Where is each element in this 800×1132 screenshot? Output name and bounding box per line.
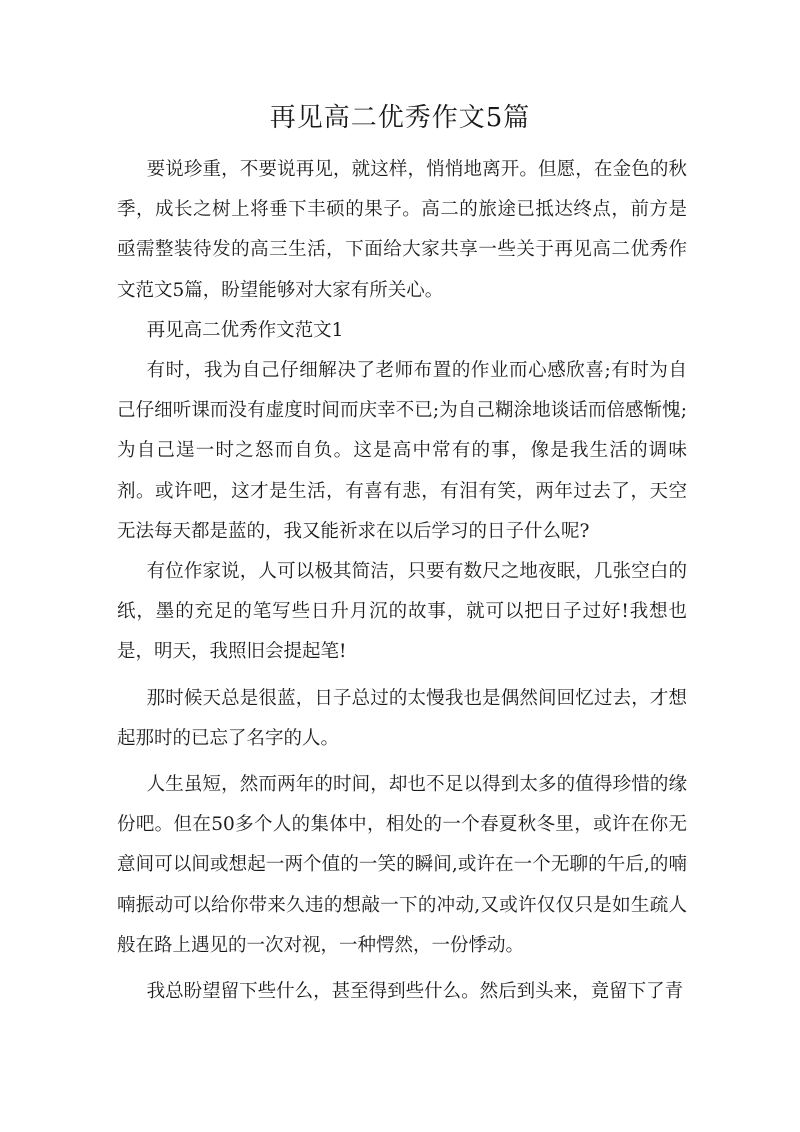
intro-paragraph: 要说珍重，不要说再见，就这样，悄悄地离开。但愿，在金色的秋季，成长之树上将垂下丰硕的果子。高二的旅途已抵达终点，前方是亟需整装待发的高三生活，下面给大家共享一些关于再见高二优秀作文范文5篇，盼望能够对大家有所关心。 [117, 159, 687, 301]
body-paragraph: 我总盼望留下些什么，甚至得到些什么。然后到头来，竟留下了青 [146, 981, 684, 1003]
body-paragraph: 有时，我为自己仔细解决了老师布置的作业而心感欣喜;有时为自己仔细听课而没有虚度时间而庆幸不已;为自己糊涂地谈话而倍感惭愧;为自己逞一时之怒而自负。这是高中常有的事，像是我生活的调味剂。或许吧，这才是生活，有喜有悲，有泪有笑，两年过去了，天空无法每天都是蓝的，我又能祈求在以后学习的日子什么呢? [117, 360, 687, 542]
document-body [117, 150, 687, 1012]
body-paragraph: 人生虽短，然而两年的时间，却也不足以得到太多的值得珍惜的缘份吧。但在50多个人的集体中，相处的一个春夏秋冬里，或许在你无意间可以间或想起一两个值的一笑的瞬间,或许在一个无聊的午后,的喃喃振动可以给你带来久违的想敲一下的冲动,又或许仅仅只是如生疏人般在路上遇见的一次对视，一种愕然，一份悸动。 [117, 774, 687, 956]
body-paragraph: 那时候天总是很蓝，日子总过的太慢我也是偶然间回忆过去，才想起那时的已忘了名字的人。 [117, 687, 687, 749]
document-title: 再见高二优秀作文5篇 [269, 103, 531, 133]
body-paragraph: 有位作家说，人可以极其简洁，只要有数尺之地夜眠，几张空白的纸，墨的充足的笔写些日升月沉的故事，就可以把日子过好!我想也是，明天，我照旧会提起笔! [117, 561, 687, 663]
section-heading: 再见高二优秀作文范文1 [146, 319, 344, 341]
